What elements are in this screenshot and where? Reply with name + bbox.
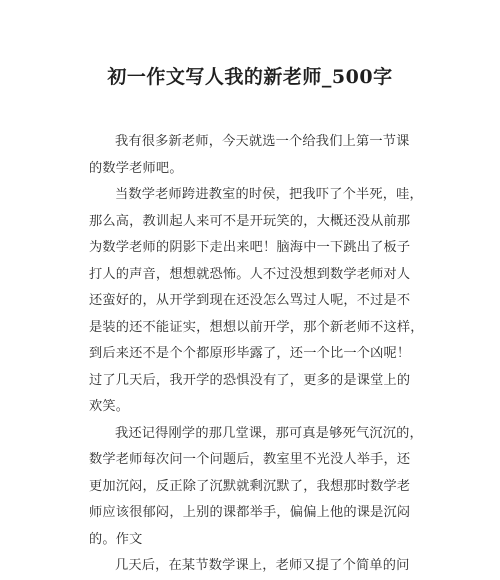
text-line: 还蛮好的，从开学到现在还没怎么骂过人呢，不过是不 <box>89 293 411 308</box>
text-line: 欢笑。 <box>89 399 130 414</box>
text-line: 到后来还不是个个都原形毕露了，还一个比一个凶呢！ <box>89 346 411 361</box>
text-line: 过了几天后，我开学的恐惧没有了，更多的是课堂上的 <box>89 372 411 388</box>
text-line: 的数学老师吧。 <box>89 160 183 176</box>
text-line: 我还记得刚学的那几堂课，那可真是够死气沉沉的， <box>115 425 423 441</box>
document-title: 初一作文写人我的新老师_500字 <box>107 66 393 88</box>
text-line: 的。作文 <box>89 531 143 547</box>
text-line: 师应该很郁闷，上别的课都举手，偏偏上他的课是沉闷 <box>89 505 411 520</box>
article-body <box>89 129 424 580</box>
text-line: 为数学老师的阴影下走出来吧！脑海中一下跳出了板子 <box>89 240 411 255</box>
text-line: 几天后，在某节数学课上，老师又提了个简单的问 <box>115 558 410 573</box>
text-line: 当数学老师跨进教室的时侯，把我吓了个半死，哇， <box>115 187 423 202</box>
text-line: 打人的声音，想想就恐怖。人不过没想到数学老师对人 <box>89 266 411 282</box>
text-line: 数学老师每次问一个问题后，教室里不光没人举手，还 <box>89 452 411 467</box>
text-line: 更加沉闷，反正除了沉默就剩沉默了，我想那时数学老 <box>89 478 411 494</box>
text-line: 我有很多新老师，今天就选一个给我们上第一节课 <box>115 134 410 149</box>
text-line: 是装的还不能证实，想想以前开学，那个新老师不这样， <box>89 319 424 335</box>
text-line: 那么高，教训起人来可不是开玩笑的，大概还没从前那 <box>89 213 411 229</box>
